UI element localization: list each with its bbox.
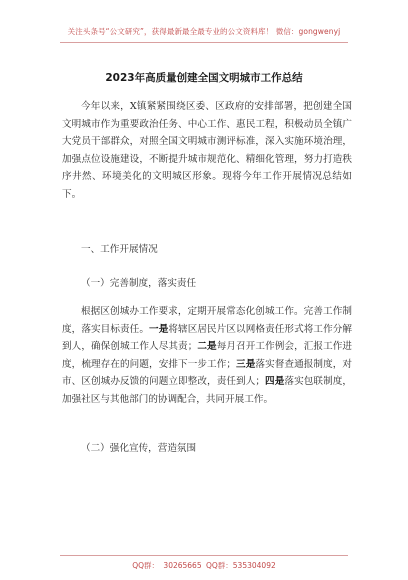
header-note: 关注头条号“公文研究”，获得最新最全最专业的公文资料库！ 微信：gongwenyj — [67, 27, 341, 36]
subsection-heading-system: （一）完善制度，落实责任 — [81, 278, 197, 289]
section-heading-work-progress: 一、工作开展情况 — [81, 244, 158, 255]
ordinal-marker: 一是 — [149, 323, 169, 335]
subsection-heading-publicity: （二）强化宣传，营造氛围 — [81, 443, 197, 454]
intro-paragraph: 今年以来，X镇紧紧围绕区委、区政府的安排部署，把创建全国文明城市作为重要政治任务、中心工作、惠民工程，积极动员全镇广大党员干部群众，对照全国文明城市测评标准，深入实施环境治理，加强点位设施建设，不断提升城市规范化、精细化管理，努力打造秩序井然、环境美化的文明城区形象。现将今年工作开展情况总结如下。 — [62, 101, 352, 200]
document-title: 2023年高质量创建全国文明城市工作总结 — [105, 72, 303, 84]
ordinal-marker: 四是 — [264, 376, 285, 388]
footer-note: QQ群： 30265665 QQ群：535304092 — [132, 561, 276, 570]
body-paragraph-system — [62, 303, 352, 409]
body-text: 落实督查通报制度，对市、区创城办反馈的问题立即整改，责任到人； — [62, 358, 353, 388]
ordinal-marker: 三是 — [235, 358, 256, 370]
ordinal-marker: 二是 — [197, 341, 217, 353]
body-text: 落实包联制度，加强社区与其他部门的协调配合，共同开展工作。 — [62, 376, 353, 405]
header-divider — [60, 42, 348, 43]
body-text: 每月召开工作例会，汇报工作进度，梳理存在的问题，安排下一步工作； — [62, 341, 353, 370]
body-text: 根据区创城办工作要求，定期开展常态化创城工作。完善工作制度，落实目标责任。 — [62, 306, 352, 335]
footer-divider — [60, 555, 348, 556]
body-text: 将辖区居民片区以网格责任形式将工作分解到人，确保创城工作人尽其责； — [62, 323, 353, 353]
